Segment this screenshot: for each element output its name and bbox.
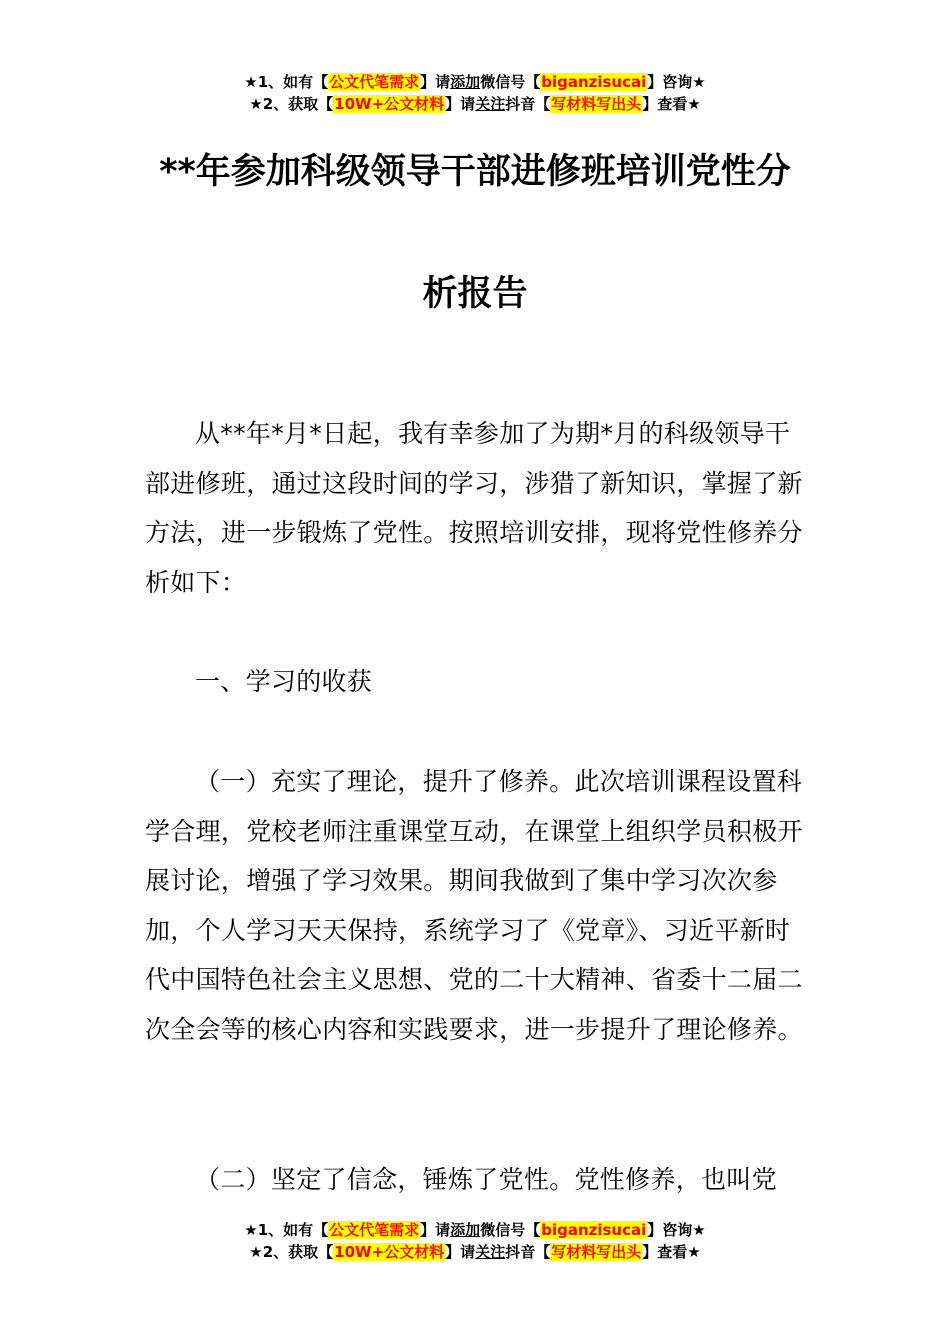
star-icon: ★ bbox=[249, 1243, 263, 1261]
ad-text: 】请 bbox=[445, 1243, 476, 1261]
ad-line-2 bbox=[0, 1241, 950, 1263]
ad-text: 】请 bbox=[420, 1221, 451, 1239]
paragraph-theory: （一）充实了理论，提升了修养。此次培训课程设置科学合理，党校老师注重课堂互动，在课堂上组织学员积极开展讨论，增强了学习效果。期间我做到了集中学习次次参加，个人学习天天保持，系统学习了《党章》、习近平新时代中国特色社会主义思想、党的二十大精神、省委十二届二次全会等的核心内容和实践要求，进一步提升了理论修养。 bbox=[145, 767, 803, 1044]
ad-underline: 添加 bbox=[450, 73, 481, 91]
ad-text: 2、获取【 bbox=[262, 1243, 334, 1261]
ad-text: 1、如有【 bbox=[257, 1221, 329, 1239]
star-icon: ★ bbox=[687, 1243, 701, 1261]
ad-highlight: biganzisucai bbox=[541, 73, 647, 91]
ad-banner-top bbox=[0, 71, 950, 115]
ad-text: 抖音【 bbox=[505, 95, 551, 113]
ad-highlight: 公文代笔需求 bbox=[329, 73, 420, 91]
star-icon: ★ bbox=[244, 1221, 258, 1239]
paragraph-belief: （二）坚定了信念，锤炼了党性。党性修养，也叫党 bbox=[195, 1165, 777, 1194]
ad-line-1 bbox=[0, 1219, 950, 1241]
ad-underline: 关注 bbox=[475, 95, 506, 113]
ad-underline: 添加 bbox=[450, 1221, 481, 1239]
star-icon: ★ bbox=[249, 95, 263, 113]
document-title-line-2: 析报告 bbox=[422, 274, 528, 314]
ad-highlight: 10W+公文材料 bbox=[334, 95, 445, 113]
ad-underline: 关注 bbox=[475, 1243, 506, 1261]
star-icon: ★ bbox=[244, 73, 258, 91]
ad-text: 微信号【 bbox=[480, 1221, 541, 1239]
ad-highlight: 写材料写出头 bbox=[551, 95, 642, 113]
ad-text: 】请 bbox=[445, 95, 476, 113]
ad-text: 】查看 bbox=[642, 1243, 688, 1261]
ad-text: 】咨询 bbox=[647, 73, 693, 91]
ad-text: 1、如有【 bbox=[257, 73, 329, 91]
ad-line-2 bbox=[0, 93, 950, 115]
ad-text: 微信号【 bbox=[480, 73, 541, 91]
ad-line-1 bbox=[0, 71, 950, 93]
ad-text: 】请 bbox=[420, 73, 451, 91]
ad-text: 】查看 bbox=[642, 95, 688, 113]
document-title-line-1: **年参加科级领导干部进修班培训党性分 bbox=[159, 152, 791, 192]
ad-highlight: 10W+公文材料 bbox=[334, 1243, 445, 1261]
paragraph-intro: 从**年*月*日起，我有幸参加了为期*月的科级领导干部进修班，通过这段时间的学习，涉猎了新知识，掌握了新方法，进一步锻炼了党性。按照培训安排，现将党性修养分析如下： bbox=[145, 419, 803, 597]
star-icon: ★ bbox=[692, 73, 706, 91]
section-heading: 一、学习的收获 bbox=[195, 667, 373, 696]
ad-text: 2、获取【 bbox=[262, 95, 334, 113]
ad-text: 抖音【 bbox=[505, 1243, 551, 1261]
star-icon: ★ bbox=[687, 95, 701, 113]
ad-highlight: 公文代笔需求 bbox=[329, 1221, 420, 1239]
ad-highlight: biganzisucai bbox=[541, 1221, 647, 1239]
ad-highlight: 写材料写出头 bbox=[551, 1243, 642, 1261]
star-icon: ★ bbox=[692, 1221, 706, 1239]
ad-text: 】咨询 bbox=[647, 1221, 693, 1239]
ad-banner-bottom bbox=[0, 1219, 950, 1263]
